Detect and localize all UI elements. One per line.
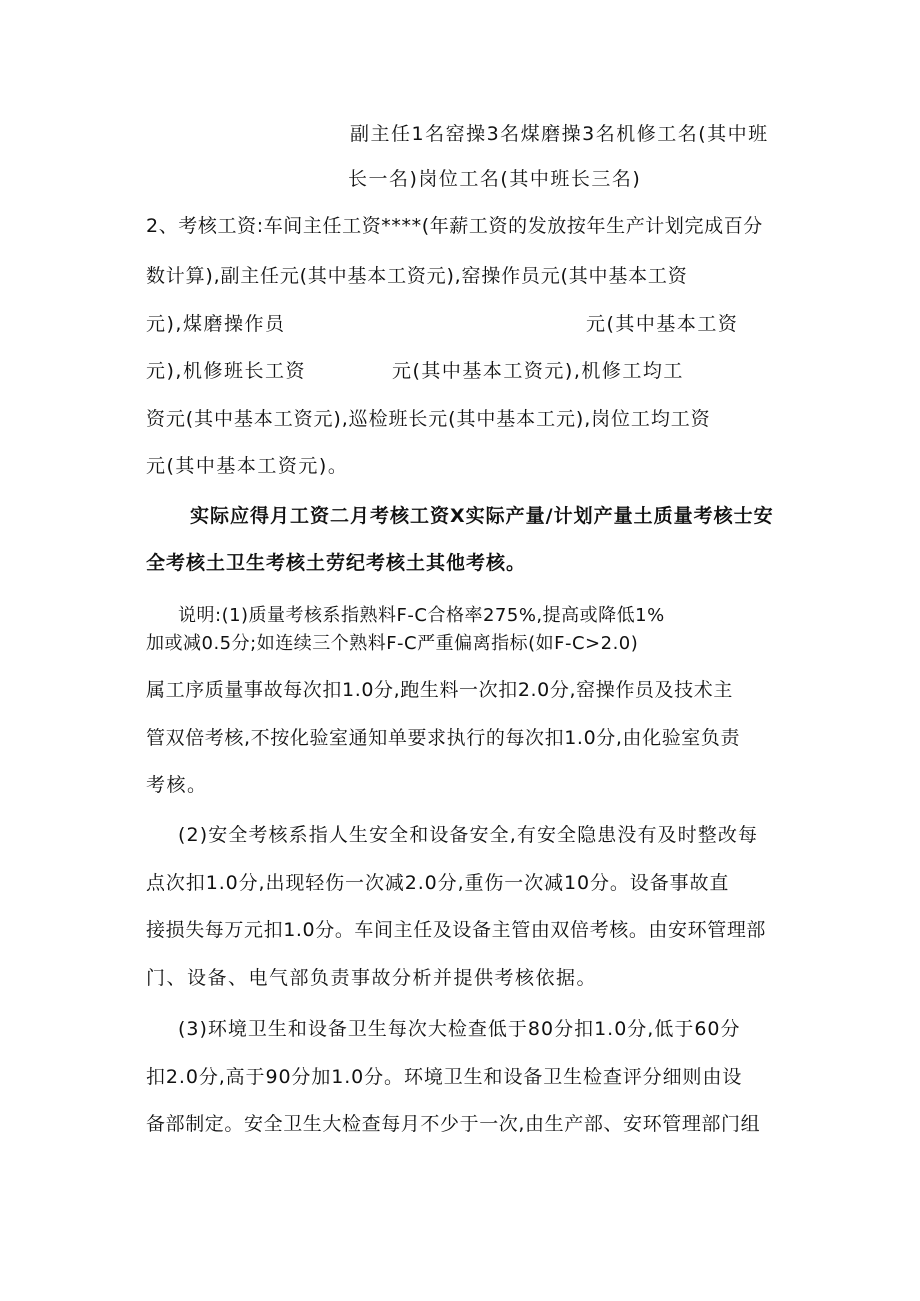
item3-line-2: 扣2.0分,高于90分加1.0分。环境卫生和设备卫生检查评分细则由设	[146, 1066, 743, 1088]
formula-line-1: 实际应得月工资二月考核工资X实际产量/计划产量土质量考核士安	[190, 505, 774, 527]
item3-line-3: 备部制定。安全卫生大检查每月不少于一次,由生产部、安环管理部门组	[146, 1113, 761, 1135]
header-line-1: 副主任1名窑操3名煤磨操3名机修工名(其中班	[350, 123, 769, 145]
section2-line-5: 资元(其中基本工资元),巡检班长元(其中基本工元),岗位工均工资	[146, 408, 711, 430]
section2-line-3b: 元(其中基本工资	[586, 313, 739, 335]
section2-line-3a: 元),煤磨操作员	[146, 313, 286, 335]
section2-line-4a: 元),机修班长工资	[146, 360, 306, 382]
header-line-2: 长一名)岗位工名(其中班长三名)	[348, 168, 642, 190]
item2-line-3: 接损失每万元扣1.0分。车间主任及设备主管由双倍考核。由安环管理部	[146, 919, 767, 941]
item2-line-4: 门、设备、电气部负责事故分析并提供考核依据。	[146, 967, 598, 989]
section2-line-2: 数计算),副主任元(其中基本工资元),窑操作员元(其中基本工资	[146, 265, 688, 287]
explanation-line-1: 说明:(1)质量考核系指熟料F-C合格率275%,提高或降低1%	[178, 605, 665, 626]
item3-line-1: (3)环境卫生和设备卫生每次大检查低于80分扣1.0分,低于60分	[178, 1018, 741, 1040]
section2-line-4b: 元(其中基本工资元),机修工均工	[392, 360, 684, 382]
explanation-line-4: 管双倍考核,不按化验室通知单要求执行的每次扣1.0分,由化验室负责	[146, 727, 741, 749]
explanation-line-5: 考核。	[146, 774, 208, 796]
explanation-line-2: 加或减0.5分;如连续三个熟料F-C严重偏离指标(如F-C>2.0)	[146, 633, 639, 654]
section2-line-6: 元(其中基本工资元)。	[146, 455, 349, 477]
explanation-line-3: 属工序质量事故每次扣1.0分,跑生料一次扣2.0分,窑操作员及技术主	[146, 679, 733, 701]
formula-line-2: 全考核土卫生考核土劳纪考核土其他考核。	[146, 552, 527, 574]
section2-line-1: 2、考核工资:车间主任工资****(年薪工资的发放按年生产计划完成百分	[146, 215, 763, 237]
item2-line-1: (2)安全考核系指人生安全和设备安全,有安全隐患没有及时整改每	[178, 824, 759, 846]
item2-line-2: 点次扣1.0分,出现轻伤一次减2.0分,重伤一次减10分。设备事故直	[146, 872, 730, 894]
